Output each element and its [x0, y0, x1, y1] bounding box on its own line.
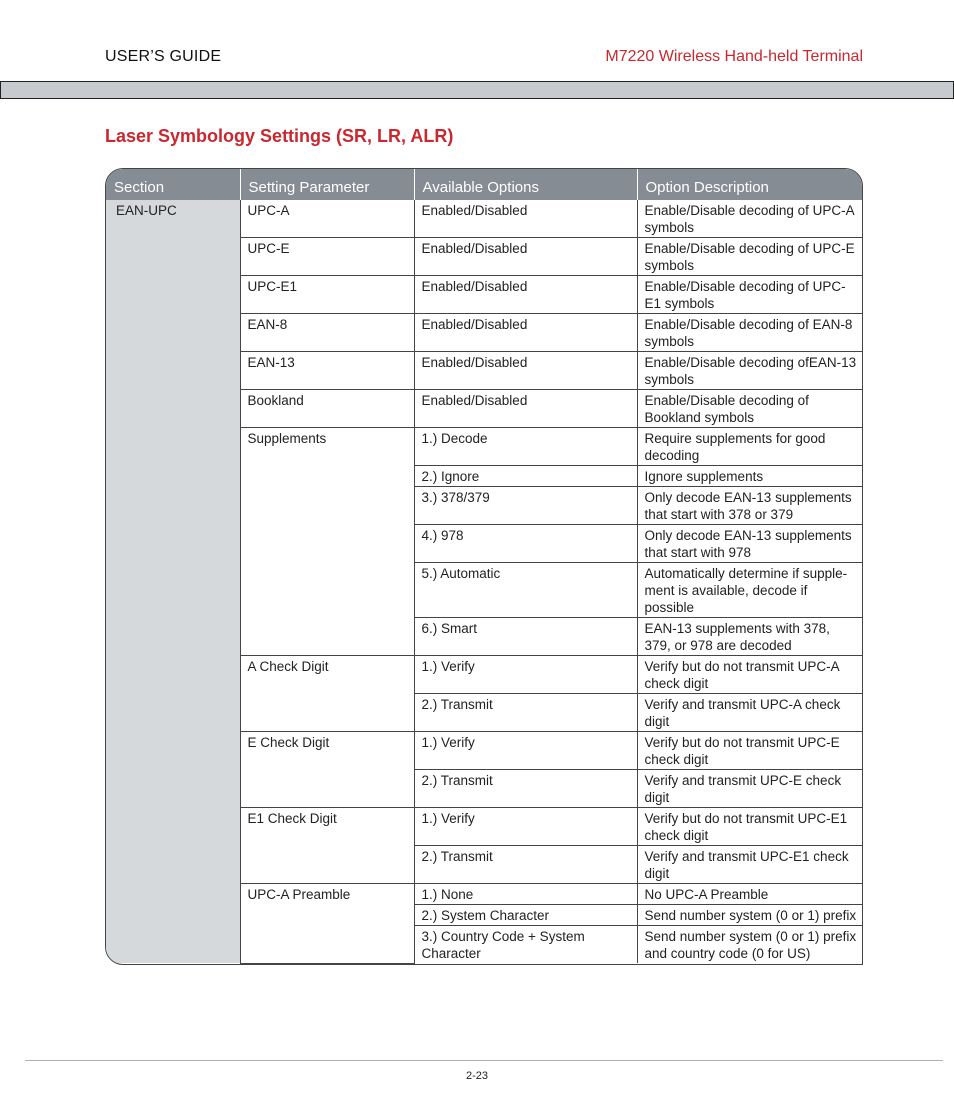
desc-cell: Verify but do not transmit UPC-E check digit — [637, 732, 862, 770]
settings-table — [105, 168, 863, 965]
column-header-option-description: Option Description — [637, 169, 862, 200]
desc-cell: Enable/Disable decoding ofEAN-13 symbols — [637, 352, 862, 390]
option-cell: 6.) Smart — [414, 618, 637, 656]
option-cell: 4.) 978 — [414, 525, 637, 563]
option-cell: Enabled/Disabled — [414, 314, 637, 352]
option-cell: 1.) Verify — [414, 656, 637, 694]
param-cell: Bookland — [240, 390, 414, 428]
desc-cell: Verify and transmit UPC-E check digit — [637, 770, 862, 808]
header-guide-label: USER’S GUIDE — [105, 48, 222, 65]
desc-cell: Verify but do not transmit UPC-A check digit — [637, 656, 862, 694]
param-cell: Supplements — [240, 428, 414, 656]
param-cell: EAN-13 — [240, 352, 414, 390]
table-row — [106, 200, 862, 238]
param-cell: UPC-A — [240, 200, 414, 238]
desc-cell: Require supplements for good decoding — [637, 428, 862, 466]
option-cell: Enabled/Disabled — [414, 276, 637, 314]
option-cell: 1.) Verify — [414, 808, 637, 846]
desc-cell: Automatically determine if supple-ment is available, decode if possible — [637, 563, 862, 618]
desc-cell: Send number system (0 or 1) prefix and country code (0 for US) — [637, 926, 862, 964]
option-cell: 1.) Decode — [414, 428, 637, 466]
desc-cell: Only decode EAN-13 supplements that start with 978 — [637, 525, 862, 563]
option-cell: 3.) Country Code + System Character — [414, 926, 637, 964]
option-cell: 2.) Transmit — [414, 846, 637, 884]
section-cell: EAN-UPC — [106, 200, 240, 963]
header-divider-bar — [0, 81, 954, 99]
desc-cell: Enable/Disable decoding of UPC-E symbols — [637, 238, 862, 276]
option-cell: 5.) Automatic — [414, 563, 637, 618]
page-title: Laser Symbology Settings (SR, LR, ALR) — [105, 126, 454, 146]
desc-cell: Verify and transmit UPC-A check digit — [637, 694, 862, 732]
param-cell: UPC-E1 — [240, 276, 414, 314]
column-header-section: Section — [106, 169, 240, 200]
desc-cell: Verify but do not transmit UPC-E1 check digit — [637, 808, 862, 846]
param-cell: E1 Check Digit — [240, 808, 414, 884]
option-cell: 1.) None — [414, 884, 637, 905]
option-cell: 2.) Transmit — [414, 694, 637, 732]
param-cell: UPC-A Preamble — [240, 884, 414, 964]
desc-cell: Only decode EAN-13 supplements that start with 378 or 379 — [637, 487, 862, 525]
page-number: 2-23 — [465, 1070, 489, 1082]
desc-cell: Enable/Disable decoding of Bookland symbols — [637, 390, 862, 428]
header-product-title: M7220 Wireless Hand-held Terminal — [605, 48, 863, 65]
option-cell: 3.) 378/379 — [414, 487, 637, 525]
option-cell: Enabled/Disabled — [414, 238, 637, 276]
desc-cell: EAN-13 supplements with 378, 379, or 978 are decoded — [637, 618, 862, 656]
column-header-setting-parameter: Setting Parameter — [240, 169, 414, 200]
param-cell: E Check Digit — [240, 732, 414, 808]
desc-cell: Ignore supplements — [637, 466, 862, 487]
option-cell: 2.) System Character — [414, 905, 637, 926]
option-cell: Enabled/Disabled — [414, 352, 637, 390]
desc-cell: Enable/Disable decoding of EAN-8 symbols — [637, 314, 862, 352]
param-cell: EAN-8 — [240, 314, 414, 352]
option-cell: Enabled/Disabled — [414, 200, 637, 238]
desc-cell: No UPC-A Preamble — [637, 884, 862, 905]
option-cell: 2.) Ignore — [414, 466, 637, 487]
desc-cell: Enable/Disable decoding of UPC-A symbols — [637, 200, 862, 238]
desc-cell: Send number system (0 or 1) prefix — [637, 905, 862, 926]
desc-cell: Enable/Disable decoding of UPC-E1 symbols — [637, 276, 862, 314]
param-cell: UPC-E — [240, 238, 414, 276]
option-cell: 2.) Transmit — [414, 770, 637, 808]
option-cell: Enabled/Disabled — [414, 390, 637, 428]
param-cell: A Check Digit — [240, 656, 414, 732]
footer-divider — [25, 1060, 943, 1061]
column-header-available-options: Available Options — [414, 169, 637, 200]
desc-cell: Verify and transmit UPC-E1 check digit — [637, 846, 862, 884]
table-header-row — [106, 169, 862, 200]
option-cell: 1.) Verify — [414, 732, 637, 770]
